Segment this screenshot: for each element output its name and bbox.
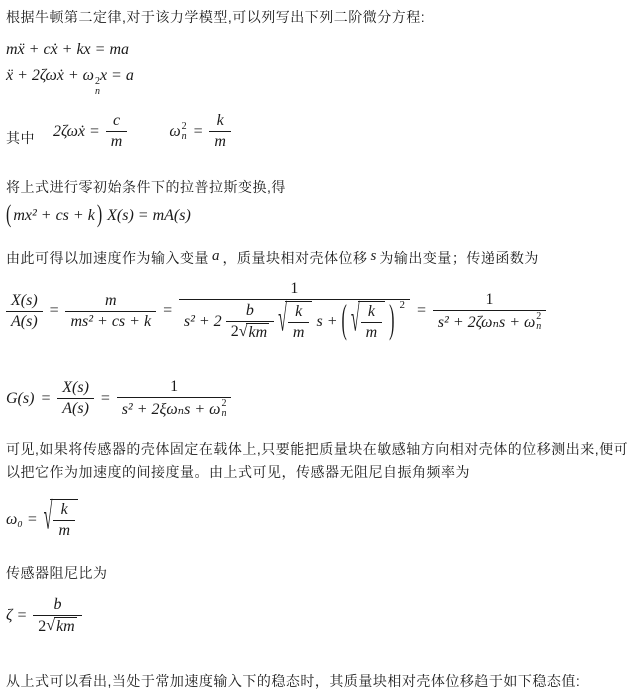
fraction-denominator: m (53, 520, 75, 540)
fraction-Xs-over-As (57, 379, 94, 418)
fraction-b-over-2sqrt-km (33, 596, 81, 636)
superscript-2: 2 (94, 76, 100, 88)
fraction-denominator: m (106, 131, 128, 151)
equals-sign: = (192, 122, 204, 140)
equation-normalized (6, 67, 134, 97)
fraction-k-over-m (209, 112, 231, 151)
superscript-2: 2 (399, 298, 405, 311)
fraction-standard-form (433, 291, 546, 332)
omega-n-squared (221, 399, 226, 419)
sqrt-km (46, 617, 76, 636)
where-label: 其中 (6, 130, 35, 146)
equation-normalized-part2: x = a (99, 67, 134, 84)
fraction-k-over-m (288, 303, 310, 342)
fraction-numerator: m (104, 291, 117, 309)
fraction-numerator: 1 (170, 378, 179, 395)
den-part2: s + (316, 312, 338, 330)
equation-g-of-s (6, 378, 231, 419)
radicand (358, 301, 386, 342)
coefficient-2: 2 (230, 323, 239, 340)
sqrt-km (239, 323, 269, 342)
equation-laplace (6, 202, 191, 229)
fraction-numerator: 1 (290, 280, 299, 297)
fraction-denominator: m (288, 322, 310, 342)
fraction-numerator: k (216, 112, 224, 129)
right-paren: ) (389, 299, 395, 342)
superscript-2: 2 (536, 310, 542, 322)
radicand (285, 301, 313, 342)
den-part1: s² + 2ζωₙs + ω (437, 313, 536, 331)
fraction-denominator: m (361, 322, 383, 342)
fraction-k-over-m (53, 501, 75, 540)
where-eq-omega (169, 112, 231, 151)
den-part1: s² + 2ξωₙs + ω (121, 401, 221, 418)
coefficient-2: 2 (38, 617, 47, 635)
fraction-denominator (226, 321, 274, 342)
fraction-denominator: A(s) (57, 398, 94, 418)
fraction-denominator (33, 615, 81, 636)
body-paragraph: 可见,如果将传感器的壳体固定在载体上,只要能把质量块在敏感轴方向相对壳体的位移测出来,便可以把它作为加速度的间接度量。由上式可见，传感器无阻尼自振角频率为 (6, 441, 629, 480)
io-paragraph (6, 248, 539, 269)
fraction-m-over-char-poly (65, 292, 156, 331)
g-lhs: G(s) (6, 389, 35, 407)
variable-a: a (212, 248, 220, 264)
fraction-denominator (117, 397, 232, 419)
radical-sign: √ (350, 299, 360, 340)
fraction-numerator: X(s) (11, 291, 38, 309)
radical-sign: √ (46, 617, 56, 634)
fraction-expanded-form (179, 280, 410, 342)
radical-sign: √ (238, 322, 248, 340)
where-eq-damping-lhs: 2ζωẋ = (53, 122, 100, 140)
sqrt-k-over-m (278, 301, 312, 342)
fraction-denominator (433, 310, 546, 332)
variable-s: s (370, 248, 377, 264)
equation-zeta (6, 596, 82, 636)
radicand: km (248, 323, 268, 341)
fraction-k-over-m (361, 303, 383, 342)
where-section (6, 112, 231, 151)
sqrt-k-over-m (44, 499, 78, 540)
den-part1: s² + 2 (183, 312, 222, 330)
omega-n-squared (536, 312, 541, 332)
laplace-inner: mx² + cs + k (13, 207, 95, 224)
fraction-numerator: b (245, 301, 254, 319)
fraction-c-over-m (106, 112, 128, 151)
fraction-Xs-over-As (6, 292, 43, 331)
omega0-lhs: ω₀ = (6, 510, 38, 528)
equation-normalized-part1: ẍ + 2ζωẋ + ω (6, 67, 94, 84)
radical-sign: √ (43, 497, 53, 538)
fraction-standard-form (117, 378, 232, 419)
damping-paragraph: 传感器阻尼比为 (6, 565, 108, 581)
equation-newton: mẍ + cẋ + kx = ma (6, 41, 130, 58)
where-eq-damping (53, 112, 127, 151)
equals-sign: = (48, 302, 60, 319)
sqrt-k-over-m (351, 301, 385, 342)
subscript-n: n (94, 86, 100, 98)
io-text-2: ，质量块相对壳体位移 (222, 250, 368, 266)
radicand (50, 499, 78, 540)
equals-sign: = (40, 389, 52, 407)
radicand: km (56, 618, 75, 635)
superscript-2: 2 (221, 398, 227, 409)
radical-sign: √ (278, 299, 287, 340)
laplace-rest: X(s) = mA(s) (107, 207, 191, 224)
subscript-n: n (181, 130, 187, 142)
fraction-numerator: k (60, 501, 68, 518)
fraction-numerator: c (112, 112, 121, 129)
equals-sign: = (416, 302, 427, 319)
subscript-n: n (536, 320, 542, 332)
closing-paragraph: 从上式可以看出,当处于常加速度输入下的稳态时，其质量块相对壳体位移趋于如下稳态值: (6, 673, 581, 689)
fraction-numerator: k (295, 303, 303, 320)
subscript-n: n (221, 408, 227, 419)
superscript-2: 2 (181, 120, 187, 132)
equation-omega0 (6, 499, 78, 540)
laplace-paragraph: 将上式进行零初始条件下的拉普拉斯变换,得 (6, 179, 286, 195)
fraction-numerator: b (53, 596, 62, 613)
intro-paragraph: 根据牛顿第二定律,对于该力学模型,可以列写出下列二阶微分方程: (6, 9, 426, 25)
fraction-b-over-2sqrt-km (226, 302, 274, 342)
fraction-denominator: A(s) (6, 311, 43, 331)
fraction-denominator: ms² + cs + k (65, 311, 156, 331)
fraction-denominator: m (209, 131, 231, 151)
left-paren: ( (341, 299, 347, 342)
equals-sign: = (162, 302, 173, 319)
omega-n-squared (182, 122, 187, 142)
fraction-numerator: 1 (485, 290, 494, 308)
fraction-denominator (179, 299, 410, 342)
io-text-1: 由此可得以加速度作为输入变量 (6, 250, 209, 266)
fraction-numerator: k (367, 303, 375, 320)
right-paren: ) (96, 202, 103, 229)
equals-sign: = (99, 389, 111, 407)
left-paren: ( (6, 202, 12, 229)
equation-transfer-function (6, 280, 546, 342)
io-text-3: 为输出变量；传递函数为 (379, 250, 539, 266)
fraction-numerator: X(s) (62, 379, 89, 396)
omega-base: ω (169, 122, 181, 140)
zeta-lhs: ζ = (6, 607, 28, 624)
omega-n-squared-lhs (169, 122, 186, 142)
